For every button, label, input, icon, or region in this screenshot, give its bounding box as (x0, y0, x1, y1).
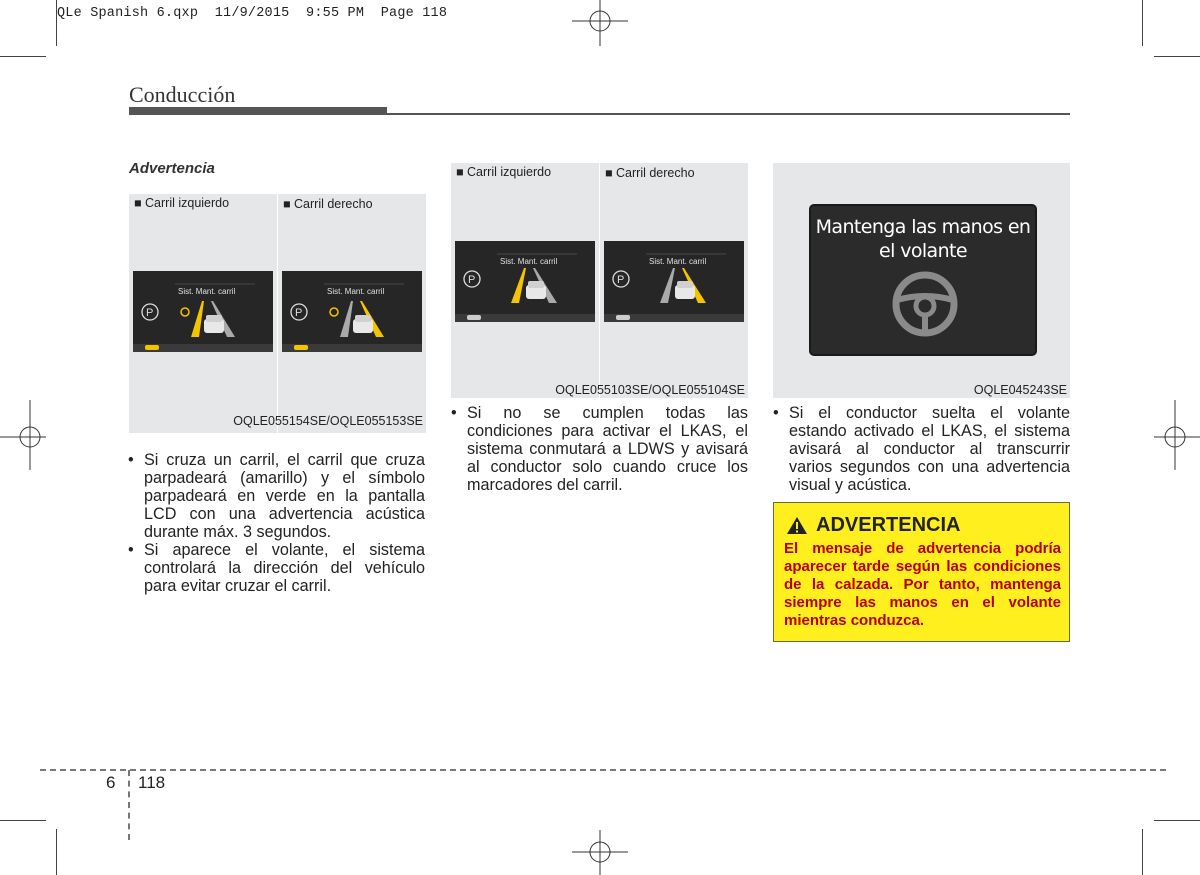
page-chapter: 6 (106, 773, 116, 792)
figure-lane-crossing (129, 194, 426, 433)
figure-label-left: ■ Carril izquierdo (134, 196, 230, 210)
registration-mark-bottom (572, 830, 628, 875)
column-1-bullets (128, 451, 425, 595)
subheading: Advertencia (129, 160, 215, 177)
message-line-2: el volante (879, 240, 967, 262)
screen-title: Sist. Mant. carril (178, 287, 236, 296)
registration-mark-top (572, 0, 628, 46)
figure-code: OQLE055154SE/OQLE055153SE (233, 414, 423, 428)
section-title: Conducción (129, 82, 236, 107)
footer-rule (40, 769, 1166, 771)
figure-label-right: ■ Carril derecho (283, 197, 373, 211)
hands-on-wheel-screen (809, 204, 1037, 356)
svg-text:P: P (468, 274, 476, 286)
list-item: • Si aparece el volante, el sistema controlará la dirección del vehículo para evitar cruzar el carril. (128, 541, 425, 595)
registration-mark-left (0, 400, 46, 470)
list-item: • Si cruza un carril, el carril que cruza parpadeará (amarillo) y el símbolo parpadeará en verde en la pantalla LCD con una advertencia acústica durante máx. 3 segundos. (128, 451, 425, 541)
screen-title: Sist. Mant. carril (649, 257, 707, 266)
figure-label-right: ■ Carril derecho (605, 166, 695, 180)
column-3-bullets (773, 404, 1070, 494)
list-item: • Si el conductor suelta el volante estando activado el LKAS, el sistema avisará al conductor al transcurrir varios segundos con una advertencia visual y acústica. (773, 404, 1070, 494)
heading-rule-thick (129, 107, 387, 115)
cluster-screen-right (604, 241, 744, 322)
figure-label-left: ■ Carril izquierdo (456, 165, 552, 179)
svg-text:P: P (295, 307, 303, 319)
heading-rule-thin (387, 113, 1070, 115)
svg-text:P: P (617, 274, 625, 286)
page-number: 118 (138, 773, 166, 792)
cluster-screen-left (455, 241, 595, 322)
warning-box (773, 502, 1070, 642)
hands-on-wheel-message (811, 215, 1035, 263)
warning-title-text: ADVERTENCIA (816, 514, 961, 536)
warning-text: El mensaje de advertencia podría aparecer tarde según las condiciones de la calzada. Por tanto, mantenga siempre las manos en el volante mientras conduzca. (784, 540, 1061, 629)
figure-code: OQLE055103SE/OQLE055104SE (555, 383, 745, 397)
registration-mark-right (1154, 400, 1200, 470)
screen-title: Sist. Mant. carril (500, 257, 558, 266)
cluster-screen-right (282, 271, 422, 352)
cluster-screen-left (133, 271, 273, 352)
footer-divider (128, 770, 130, 840)
message-line-1: Mantenga las manos en (815, 216, 1031, 238)
figure-ldws-mode (451, 163, 748, 398)
list-item: • Si no se cumplen todas las condiciones para activar el LKAS, el sistema conmutará a LDWS y avisará al conductor solo cuando cruce los marcadores del carril. (451, 404, 748, 494)
column-2-bullets (451, 404, 748, 494)
warning-triangle-icon (786, 516, 808, 535)
figure-code: OQLE045243SE (973, 383, 1067, 397)
screen-title: Sist. Mant. carril (327, 287, 385, 296)
figure-hands-on-wheel (773, 163, 1070, 398)
steering-wheel-icon (891, 270, 959, 338)
warning-title (786, 514, 960, 537)
svg-text:P: P (146, 307, 154, 319)
print-header: QLe Spanish 6.qxp 11/9/2015 9:55 PM Page 118 (57, 6, 448, 21)
